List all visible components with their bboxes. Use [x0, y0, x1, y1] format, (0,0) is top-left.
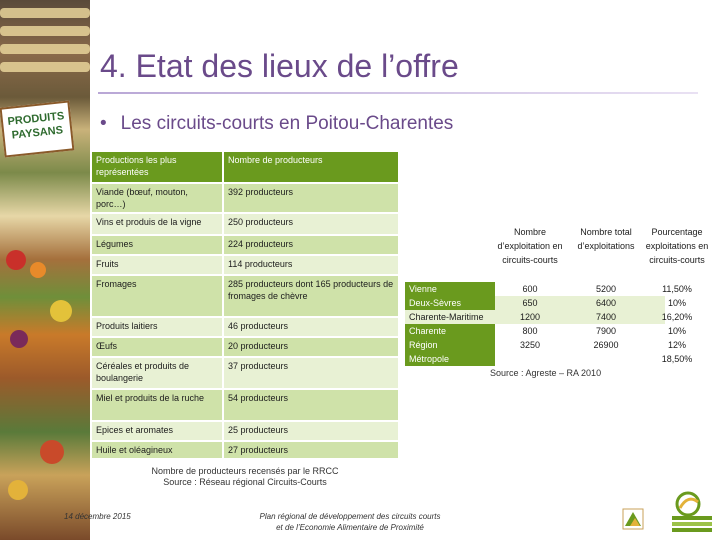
production-cell: Miel et produits de la ruche: [91, 389, 223, 421]
production-cell: Vins et produis de la vigne: [91, 213, 223, 235]
table-row: [91, 275, 399, 317]
footer-line: Plan régional de développement des circuits courts: [259, 512, 441, 521]
production-cell: Fromages: [91, 275, 223, 317]
footer-date: 14 décembre 2015: [64, 512, 131, 521]
header-cell: Nombre de producteurs: [223, 151, 399, 183]
production-cell: Légumes: [91, 235, 223, 255]
table-row: [405, 352, 715, 366]
value-cell: 11,50%: [662, 284, 692, 294]
tomato-shape: [6, 250, 26, 270]
table-row: [91, 317, 399, 337]
caption-source: Source : Réseau régional Circuits-Courts: [163, 477, 327, 487]
table-row: [91, 255, 399, 275]
table-row: [91, 357, 399, 389]
value-cell: 7900: [595, 326, 617, 336]
department-label: Vienne: [405, 282, 495, 296]
value-cell: 10%: [667, 298, 686, 308]
value-cell: 1200: [519, 312, 541, 322]
cheese-shelf: [0, 8, 90, 18]
table-row: [91, 421, 399, 441]
value-cell: 26900: [593, 340, 619, 350]
cheese-shelf: [0, 26, 90, 36]
value-cell: 10%: [667, 326, 686, 336]
value-cell: 5200: [595, 284, 617, 294]
bullet-text: Les circuits-courts en Poitou-Charentes: [120, 113, 454, 134]
table-row: [91, 441, 399, 459]
value-cell: 3250: [519, 340, 541, 350]
department-label: Métropole: [405, 352, 495, 366]
market-photo-strip: [0, 0, 90, 540]
count-cell: 224 producteurs: [223, 235, 399, 255]
footer-line: et de l’Economie Alimentaire de Proximité: [276, 523, 424, 532]
production-cell: Œufs: [91, 337, 223, 357]
title-divider: [98, 92, 698, 94]
table-row: [405, 310, 715, 324]
producers-table: [90, 150, 400, 460]
footer-plan: [200, 511, 500, 533]
table-row: [405, 282, 715, 296]
apple-shape: [40, 440, 64, 464]
orange-shape: [30, 262, 46, 278]
value-cell: 18,50%: [661, 354, 693, 364]
value-cell: 650: [522, 298, 538, 308]
column-header: Nombre total d’exploitations: [577, 227, 635, 251]
production-cell: Fruits: [91, 255, 223, 275]
count-cell: 20 producteurs: [223, 337, 399, 357]
bullet-icon: •: [100, 113, 107, 134]
section-bullet: [100, 113, 453, 135]
count-cell: 392 producteurs: [223, 183, 399, 213]
squash-shape: [50, 300, 72, 322]
count-cell: 54 producteurs: [223, 389, 399, 421]
production-cell: Produits laitiers: [91, 317, 223, 337]
cheese-shelf: [0, 62, 90, 72]
cheese-shelf: [0, 44, 90, 54]
count-cell: 250 producteurs: [223, 213, 399, 235]
value-cell: 600: [522, 284, 538, 294]
sign-line-2: PAYSANS: [11, 124, 64, 142]
department-label: Charente-Maritime: [405, 310, 495, 324]
column-header: Nombre d’exploitation en circuits-courts: [497, 227, 563, 265]
table-header-row: [91, 151, 399, 183]
count-cell: 285 producteurs dont 165 producteurs de fromages de chèvre: [223, 275, 399, 317]
beet-shape: [10, 330, 28, 348]
count-cell: 37 producteurs: [223, 357, 399, 389]
value-cell: 800: [522, 326, 538, 336]
table-row: [91, 183, 399, 213]
page-title: 4. Etat des lieux de l’offre: [100, 48, 459, 84]
produits-paysans-sign: [0, 100, 74, 157]
column-header: Pourcentage exploitations en circuits-courts: [645, 227, 709, 265]
table-row: [91, 213, 399, 235]
value-cell: 6400: [595, 298, 617, 308]
production-cell: Huile et oléagineux: [91, 441, 223, 459]
table-row: [405, 324, 715, 338]
pear-shape: [8, 480, 28, 500]
value-cell: 12%: [667, 340, 686, 350]
value-cell: 7400: [595, 312, 617, 322]
table-row: [405, 296, 715, 310]
caption-line: Nombre de producteurs recensés par le RRCC: [151, 466, 339, 476]
production-cell: Viande (bœuf, mouton, porc…): [91, 183, 223, 213]
count-cell: 27 producteurs: [223, 441, 399, 459]
department-label: Région: [405, 338, 495, 352]
header-cell: Productions les plus représentées: [91, 151, 223, 183]
table-row: [91, 389, 399, 421]
count-cell: 114 producteurs: [223, 255, 399, 275]
production-cell: Epices et aromates: [91, 421, 223, 441]
department-label: Charente: [405, 324, 495, 338]
department-label: Deux-Sèvres: [405, 296, 495, 310]
table-row: [91, 337, 399, 357]
table-row: [91, 235, 399, 255]
agreste-source: Source : Agreste – RA 2010: [490, 368, 602, 378]
count-cell: 46 producteurs: [223, 317, 399, 337]
table-row: [405, 338, 715, 352]
region-logo-icon: [628, 490, 714, 534]
count-cell: 25 producteurs: [223, 421, 399, 441]
producers-table-caption: [90, 466, 400, 488]
sign-line-1: PRODUITS: [7, 110, 65, 128]
production-cell: Céréales et produits de boulangerie: [91, 357, 223, 389]
value-cell: 16,20%: [661, 312, 693, 322]
